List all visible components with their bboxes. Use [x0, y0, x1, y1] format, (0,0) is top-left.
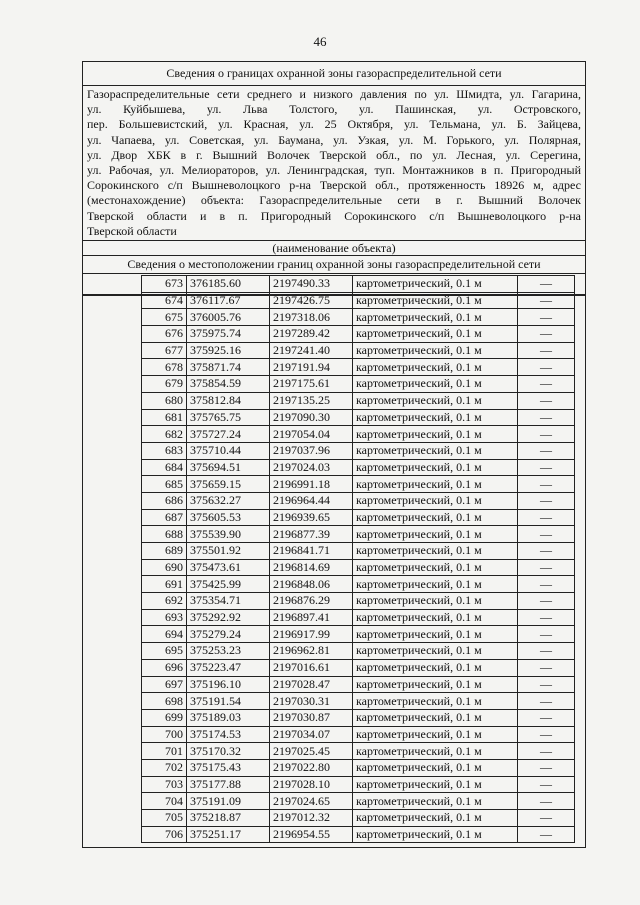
method-accuracy-cell: картометрический, 0.1 м — [353, 476, 518, 493]
y-coordinate-cell: 2197022.80 — [270, 759, 353, 776]
method-accuracy-cell: картометрический, 0.1 м — [353, 626, 518, 643]
x-coordinate-cell: 375605.53 — [187, 509, 270, 526]
x-coordinate-cell: 375710.44 — [187, 442, 270, 459]
y-coordinate-cell: 2197034.07 — [270, 726, 353, 743]
description-cell: — — [518, 693, 575, 710]
description-cell: — — [518, 576, 575, 593]
point-number-cell: 683 — [142, 442, 187, 459]
y-coordinate-cell: 2196897.41 — [270, 609, 353, 626]
y-coordinate-cell: 2197289.42 — [270, 326, 353, 343]
method-accuracy-cell: картометрический, 0.1 м — [353, 793, 518, 810]
table-row — [142, 459, 575, 476]
table-row — [142, 309, 575, 326]
description-line: ул. Двор ХБК в г. Вышний Волочек Тверской обл., по ул. Лесная, ул. Серегина, — [87, 147, 581, 162]
description-cell: — — [518, 409, 575, 426]
point-number-cell: 675 — [142, 309, 187, 326]
method-accuracy-cell: картометрический, 0.1 м — [353, 392, 518, 409]
point-number-cell: 700 — [142, 726, 187, 743]
description-cell: — — [518, 793, 575, 810]
x-coordinate-cell: 375694.51 — [187, 459, 270, 476]
y-coordinate-cell: 2196841.71 — [270, 543, 353, 560]
table-row — [142, 426, 575, 443]
y-coordinate-cell: 2196917.99 — [270, 626, 353, 643]
method-accuracy-cell: картометрический, 0.1 м — [353, 492, 518, 509]
description-cell: — — [518, 442, 575, 459]
table-row — [142, 559, 575, 576]
x-coordinate-cell: 375765.75 — [187, 409, 270, 426]
x-coordinate-cell: 376185.60 — [187, 276, 270, 293]
x-coordinate-cell: 375253.23 — [187, 643, 270, 660]
point-number-cell: 692 — [142, 593, 187, 610]
point-number-cell: 678 — [142, 359, 187, 376]
table-row — [142, 709, 575, 726]
x-coordinate-cell: 375292.92 — [187, 609, 270, 626]
y-coordinate-cell: 2197024.65 — [270, 793, 353, 810]
point-number-cell: 698 — [142, 693, 187, 710]
point-number-cell: 696 — [142, 659, 187, 676]
coordinates-table — [141, 275, 575, 843]
method-accuracy-cell: картометрический, 0.1 м — [353, 526, 518, 543]
page-number: 46 — [313, 34, 327, 49]
description-line: пер. Большевистский, ул. Красная, ул. 25 Октября, ул. Тельмана, ул. Б. Зайцева, — [87, 117, 581, 132]
y-coordinate-cell: 2197054.04 — [270, 426, 353, 443]
table-row — [142, 576, 575, 593]
table-row — [142, 543, 575, 560]
point-number-cell: 673 — [142, 276, 187, 293]
description-cell: — — [518, 376, 575, 393]
description-cell: — — [518, 276, 575, 293]
y-coordinate-cell: 2196877.39 — [270, 526, 353, 543]
y-coordinate-cell: 2197025.45 — [270, 743, 353, 760]
description-line: ул. Чапаева, ул. Советская, ул. Баумана, ул. Узкая, ул. М. Горького, ул. Полярная, — [87, 132, 581, 147]
description-cell: — — [518, 626, 575, 643]
description-cell: — — [518, 810, 575, 827]
method-accuracy-cell: картометрический, 0.1 м — [353, 442, 518, 459]
y-coordinate-cell: 2197318.06 — [270, 309, 353, 326]
x-coordinate-cell: 375196.10 — [187, 676, 270, 693]
description-cell: — — [518, 559, 575, 576]
x-coordinate-cell: 375170.32 — [187, 743, 270, 760]
table-row — [142, 442, 575, 459]
table-row — [142, 492, 575, 509]
x-coordinate-cell: 375501.92 — [187, 543, 270, 560]
method-accuracy-cell: картометрический, 0.1 м — [353, 376, 518, 393]
method-accuracy-cell: картометрический, 0.1 м — [353, 759, 518, 776]
point-number-cell: 685 — [142, 476, 187, 493]
point-number-cell: 699 — [142, 709, 187, 726]
description-cell: — — [518, 743, 575, 760]
point-number-cell: 674 — [142, 292, 187, 309]
x-coordinate-cell: 375473.61 — [187, 559, 270, 576]
x-coordinate-cell: 375659.15 — [187, 476, 270, 493]
point-number-cell: 701 — [142, 743, 187, 760]
x-coordinate-cell: 375189.03 — [187, 709, 270, 726]
description-cell: — — [518, 776, 575, 793]
description-line: Сорокинского с/п Вышневолоцкого р-на Тверской обл., протяженность 18926 м, адрес — [87, 178, 581, 193]
point-number-cell: 679 — [142, 376, 187, 393]
description-cell: — — [518, 492, 575, 509]
table-row — [142, 626, 575, 643]
table-row — [142, 676, 575, 693]
coordinates-table-body — [142, 276, 575, 843]
description-line: (местонахождение) объекта: Газораспределительные сети в г. Вышний Волочек — [87, 193, 581, 208]
y-coordinate-cell: 2197030.31 — [270, 693, 353, 710]
point-number-cell: 697 — [142, 676, 187, 693]
method-accuracy-cell: картометрический, 0.1 м — [353, 276, 518, 293]
section-header-title: Сведения о границах охранной зоны газораспределительной сети — [83, 62, 585, 86]
point-number-cell: 703 — [142, 776, 187, 793]
x-coordinate-cell: 375175.43 — [187, 759, 270, 776]
document-frame — [82, 61, 586, 296]
method-accuracy-cell: картометрический, 0.1 м — [353, 576, 518, 593]
method-accuracy-cell: картометрический, 0.1 м — [353, 709, 518, 726]
x-coordinate-cell: 375223.47 — [187, 659, 270, 676]
table-row — [142, 326, 575, 343]
description-line: Тверской области и в п. Пригородный Сорокинского с/п Вышневолоцкого р-на — [87, 208, 581, 223]
table-row — [142, 359, 575, 376]
method-accuracy-cell: картометрический, 0.1 м — [353, 776, 518, 793]
point-number-cell: 689 — [142, 543, 187, 560]
point-number-cell: 695 — [142, 643, 187, 660]
method-accuracy-cell: картометрический, 0.1 м — [353, 559, 518, 576]
description-cell: — — [518, 609, 575, 626]
y-coordinate-cell: 2196848.06 — [270, 576, 353, 593]
table-row — [142, 726, 575, 743]
point-number-cell: 704 — [142, 793, 187, 810]
table-row — [142, 793, 575, 810]
description-cell: — — [518, 526, 575, 543]
table-row — [142, 526, 575, 543]
table-row — [142, 292, 575, 309]
frame-left-border — [82, 275, 83, 848]
table-row — [142, 810, 575, 827]
method-accuracy-cell: картометрический, 0.1 м — [353, 326, 518, 343]
method-accuracy-cell: картометрический, 0.1 м — [353, 743, 518, 760]
object-description — [83, 86, 585, 241]
y-coordinate-cell: 2197012.32 — [270, 810, 353, 827]
table-row — [142, 826, 575, 843]
y-coordinate-cell: 2196876.29 — [270, 593, 353, 610]
x-coordinate-cell: 375177.88 — [187, 776, 270, 793]
description-cell: — — [518, 643, 575, 660]
y-coordinate-cell: 2196962.81 — [270, 643, 353, 660]
description-cell: — — [518, 326, 575, 343]
point-number-cell: 684 — [142, 459, 187, 476]
y-coordinate-cell: 2196814.69 — [270, 559, 353, 576]
x-coordinate-cell: 375975.74 — [187, 326, 270, 343]
table-row — [142, 659, 575, 676]
y-coordinate-cell: 2197191.94 — [270, 359, 353, 376]
x-coordinate-cell: 376005.76 — [187, 309, 270, 326]
x-coordinate-cell: 375539.90 — [187, 526, 270, 543]
point-number-cell: 687 — [142, 509, 187, 526]
description-cell: — — [518, 309, 575, 326]
description-cell: — — [518, 659, 575, 676]
method-accuracy-cell: картометрический, 0.1 м — [353, 659, 518, 676]
y-coordinate-cell: 2197028.10 — [270, 776, 353, 793]
description-cell: — — [518, 359, 575, 376]
description-cell: — — [518, 509, 575, 526]
point-number-cell: 686 — [142, 492, 187, 509]
method-accuracy-cell: картометрический, 0.1 м — [353, 593, 518, 610]
method-accuracy-cell: картометрический, 0.1 м — [353, 543, 518, 560]
x-coordinate-cell: 375174.53 — [187, 726, 270, 743]
x-coordinate-cell: 375871.74 — [187, 359, 270, 376]
x-coordinate-cell: 375191.54 — [187, 693, 270, 710]
description-cell: — — [518, 392, 575, 409]
point-number-cell: 690 — [142, 559, 187, 576]
point-number-cell: 706 — [142, 826, 187, 843]
description-cell: — — [518, 292, 575, 309]
method-accuracy-cell: картометрический, 0.1 м — [353, 292, 518, 309]
point-number-cell: 680 — [142, 392, 187, 409]
method-accuracy-cell: картометрический, 0.1 м — [353, 726, 518, 743]
description-line: ул. Куйбышева, ул. Льва Толстого, ул. Пашинская, ул. Островского, — [87, 102, 581, 117]
point-number-cell: 693 — [142, 609, 187, 626]
location-section-title: Сведения о местоположении границ охранной зоны газораспределительной сети — [83, 256, 585, 274]
description-line: ул. Рабочая, ул. Мелиораторов, ул. Ленинградская, туп. Монтажников в п. Пригородный — [87, 162, 581, 177]
description-cell: — — [518, 759, 575, 776]
description-cell: — — [518, 676, 575, 693]
x-coordinate-cell: 375218.87 — [187, 810, 270, 827]
table-row — [142, 342, 575, 359]
x-coordinate-cell: 375925.16 — [187, 342, 270, 359]
table-row — [142, 476, 575, 493]
description-cell: — — [518, 476, 575, 493]
x-coordinate-cell: 375251.17 — [187, 826, 270, 843]
method-accuracy-cell: картометрический, 0.1 м — [353, 509, 518, 526]
y-coordinate-cell: 2197090.30 — [270, 409, 353, 426]
description-cell: — — [518, 726, 575, 743]
x-coordinate-cell: 375191.09 — [187, 793, 270, 810]
method-accuracy-cell: картометрический, 0.1 м — [353, 643, 518, 660]
method-accuracy-cell: картометрический, 0.1 м — [353, 309, 518, 326]
point-number-cell: 681 — [142, 409, 187, 426]
description-line: Тверской области — [87, 223, 177, 238]
table-row — [142, 759, 575, 776]
description-cell: — — [518, 826, 575, 843]
point-number-cell: 702 — [142, 759, 187, 776]
method-accuracy-cell: картометрический, 0.1 м — [353, 409, 518, 426]
x-coordinate-cell: 375279.24 — [187, 626, 270, 643]
x-coordinate-cell: 375727.24 — [187, 426, 270, 443]
x-coordinate-cell: 376117.67 — [187, 292, 270, 309]
y-coordinate-cell: 2197175.61 — [270, 376, 353, 393]
table-row — [142, 376, 575, 393]
method-accuracy-cell: картометрический, 0.1 м — [353, 359, 518, 376]
table-row — [142, 593, 575, 610]
frame-bottom-border — [82, 847, 586, 848]
table-row — [142, 776, 575, 793]
x-coordinate-cell: 375632.27 — [187, 492, 270, 509]
description-cell: — — [518, 459, 575, 476]
method-accuracy-cell: картометрический, 0.1 м — [353, 693, 518, 710]
table-row — [142, 743, 575, 760]
description-cell: — — [518, 593, 575, 610]
y-coordinate-cell: 2196954.55 — [270, 826, 353, 843]
x-coordinate-cell: 375425.99 — [187, 576, 270, 593]
y-coordinate-cell: 2197241.40 — [270, 342, 353, 359]
y-coordinate-cell: 2196939.65 — [270, 509, 353, 526]
y-coordinate-cell: 2197030.87 — [270, 709, 353, 726]
table-row — [142, 392, 575, 409]
point-number-cell: 694 — [142, 626, 187, 643]
point-number-cell: 705 — [142, 810, 187, 827]
description-cell: — — [518, 543, 575, 560]
method-accuracy-cell: картометрический, 0.1 м — [353, 609, 518, 626]
point-number-cell: 691 — [142, 576, 187, 593]
y-coordinate-cell: 2197037.96 — [270, 442, 353, 459]
method-accuracy-cell: картометрический, 0.1 м — [353, 826, 518, 843]
point-number-cell: 676 — [142, 326, 187, 343]
point-number-cell: 688 — [142, 526, 187, 543]
description-line: Газораспределительные сети среднего и низкого давления по ул. Шмидта, ул. Гагарина, — [87, 87, 581, 101]
x-coordinate-cell: 375354.71 — [187, 593, 270, 610]
y-coordinate-cell: 2197024.03 — [270, 459, 353, 476]
frame-right-border — [585, 275, 586, 848]
point-number-cell: 677 — [142, 342, 187, 359]
y-coordinate-cell: 2197028.47 — [270, 676, 353, 693]
method-accuracy-cell: картометрический, 0.1 м — [353, 676, 518, 693]
method-accuracy-cell: картометрический, 0.1 м — [353, 810, 518, 827]
y-coordinate-cell: 2196991.18 — [270, 476, 353, 493]
table-row — [142, 693, 575, 710]
description-cell: — — [518, 426, 575, 443]
table-row — [142, 276, 575, 293]
y-coordinate-cell: 2197426.75 — [270, 292, 353, 309]
table-row — [142, 409, 575, 426]
y-coordinate-cell: 2197490.33 — [270, 276, 353, 293]
x-coordinate-cell: 375812.84 — [187, 392, 270, 409]
method-accuracy-cell: картометрический, 0.1 м — [353, 342, 518, 359]
description-cell: — — [518, 342, 575, 359]
x-coordinate-cell: 375854.59 — [187, 376, 270, 393]
point-number-cell: 682 — [142, 426, 187, 443]
description-cell: — — [518, 709, 575, 726]
table-row — [142, 509, 575, 526]
method-accuracy-cell: картометрический, 0.1 м — [353, 426, 518, 443]
method-accuracy-cell: картометрический, 0.1 м — [353, 459, 518, 476]
table-row — [142, 643, 575, 660]
table-row — [142, 609, 575, 626]
y-coordinate-cell: 2197135.25 — [270, 392, 353, 409]
y-coordinate-cell: 2197016.61 — [270, 659, 353, 676]
object-name-caption: (наименование объекта) — [83, 241, 585, 256]
y-coordinate-cell: 2196964.44 — [270, 492, 353, 509]
